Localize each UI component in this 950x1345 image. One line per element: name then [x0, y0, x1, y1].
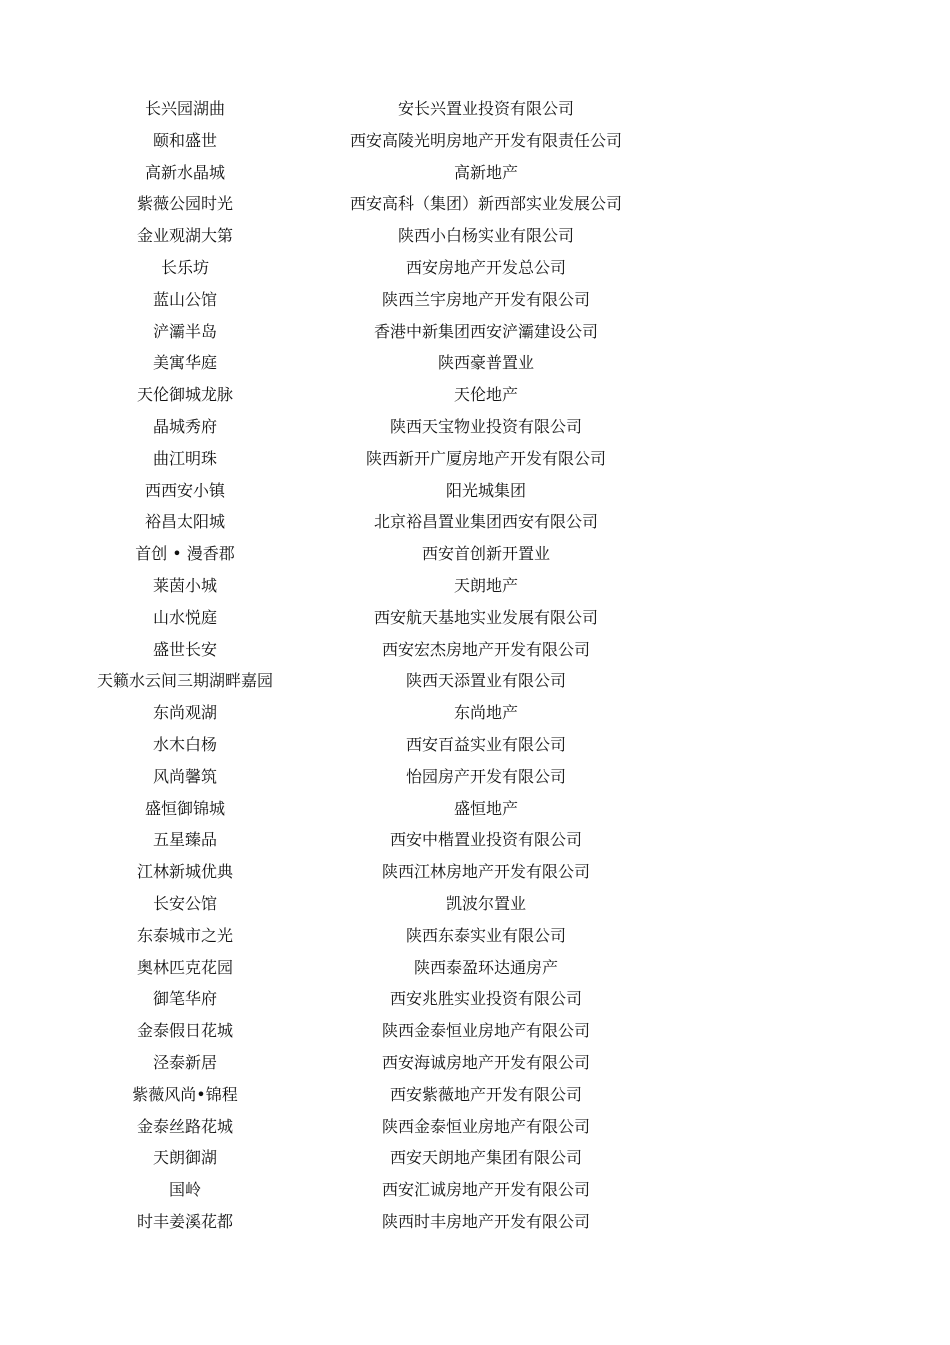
- project-name: 首创 • 漫香郡: [135, 544, 235, 564]
- list-row: [0, 252, 950, 284]
- list-row: [0, 157, 950, 189]
- project-name: 美寓华庭: [152, 353, 217, 373]
- project-name: 莱茵小城: [152, 575, 217, 595]
- developer-name: 陕西时丰房地产开发有限公司: [381, 1211, 590, 1231]
- list-row: [0, 379, 950, 411]
- list-row: [0, 220, 950, 252]
- developer-name: 陕西泰盈环达通房产: [413, 957, 558, 977]
- project-name: 晶城秀府: [152, 416, 217, 436]
- project-name: 天伦御城龙脉: [136, 385, 233, 405]
- list-row: [0, 952, 950, 984]
- project-name: 五星臻品: [152, 830, 217, 850]
- list-row: [0, 634, 950, 666]
- project-name: 颐和盛世: [152, 130, 217, 150]
- list-row: [0, 347, 950, 379]
- developer-name: 西安紫薇地产开发有限公司: [389, 1084, 582, 1104]
- developer-name: 西安百益实业有限公司: [405, 734, 566, 754]
- developer-name: 西安航天基地实业发展有限公司: [373, 607, 598, 627]
- developer-name: 陕西金泰恒业房地产有限公司: [381, 1116, 590, 1136]
- list-row: [0, 1015, 950, 1047]
- list-row: [0, 1079, 950, 1111]
- list-row: [0, 888, 950, 920]
- list-row: [0, 1142, 950, 1174]
- project-name: 西西安小镇: [144, 480, 225, 500]
- project-name: 浐灞半岛: [152, 321, 217, 341]
- project-name: 高新水晶城: [144, 162, 225, 182]
- project-name: 曲江明珠: [152, 448, 217, 468]
- project-name: 风尚馨筑: [152, 766, 217, 786]
- list-row: [0, 188, 950, 220]
- list-row: [0, 411, 950, 443]
- list-row: [0, 697, 950, 729]
- project-name: 奥林匹克花园: [136, 957, 233, 977]
- list-row: [0, 1111, 950, 1143]
- list-row: [0, 1047, 950, 1079]
- project-name: 天朗御湖: [152, 1148, 217, 1168]
- project-name: 国岭: [168, 1180, 201, 1200]
- developer-name: 天朗地产: [453, 575, 518, 595]
- list-row: [0, 506, 950, 538]
- developer-name: 西安宏杰房地产开发有限公司: [381, 639, 590, 659]
- developer-name: 陕西天添置业有限公司: [405, 671, 566, 691]
- list-row: [0, 316, 950, 348]
- project-name: 长乐坊: [160, 257, 209, 277]
- list-row: [0, 1206, 950, 1238]
- list-row: [0, 761, 950, 793]
- developer-name: 天伦地产: [453, 385, 518, 405]
- list-row: [0, 665, 950, 697]
- project-name: 金业观湖大第: [136, 226, 233, 246]
- project-name: 水木白杨: [152, 734, 217, 754]
- list-row: [0, 602, 950, 634]
- project-name: 盛世长安: [152, 639, 217, 659]
- list-row: [0, 920, 950, 952]
- developer-name: 凯波尔置业: [445, 893, 526, 913]
- developer-name: 西安汇诚房地产开发有限公司: [381, 1180, 590, 1200]
- developer-name: 西安中楷置业投资有限公司: [389, 830, 582, 850]
- list-row: [0, 475, 950, 507]
- project-name: 盛恒御锦城: [144, 798, 225, 818]
- list-row: [0, 570, 950, 602]
- developer-name: 陕西新开广厦房地产开发有限公司: [365, 448, 606, 468]
- list-row: [0, 284, 950, 316]
- project-name: 紫薇公园时光: [136, 194, 233, 214]
- project-name: 山水悦庭: [152, 607, 217, 627]
- developer-name: 西安天朗地产集团有限公司: [389, 1148, 582, 1168]
- list-row: [0, 983, 950, 1015]
- list-row: [0, 824, 950, 856]
- list-row: [0, 93, 950, 125]
- developer-name: 盛恒地产: [453, 798, 518, 818]
- developer-name: 西安高科（集团）新西部实业发展公司: [349, 194, 622, 214]
- project-name: 裕昌太阳城: [144, 512, 225, 532]
- project-name: 东尚观湖: [152, 703, 217, 723]
- list-row: [0, 729, 950, 761]
- developer-name: 西安首创新开置业: [421, 544, 550, 564]
- project-name: 东泰城市之光: [136, 925, 233, 945]
- list-row: [0, 125, 950, 157]
- project-name: 御笔华府: [152, 989, 217, 1009]
- project-name: 天籁水云间三期湖畔嘉园: [96, 671, 273, 691]
- project-name: 长兴园湖曲: [144, 99, 225, 118]
- developer-name: 陕西东泰实业有限公司: [405, 925, 566, 945]
- list-row: [0, 793, 950, 825]
- project-name: 泾泰新居: [152, 1052, 217, 1072]
- developer-name: 怡园房产开发有限公司: [405, 766, 566, 786]
- developer-name: 西安兆胜实业投资有限公司: [389, 989, 582, 1009]
- developer-name: 北京裕昌置业集团西安有限公司: [373, 512, 598, 532]
- developer-name: 陕西豪普置业: [437, 353, 534, 373]
- list-row: [0, 1174, 950, 1206]
- developer-name: 高新地产: [453, 162, 518, 182]
- developer-name: 陕西天宝物业投资有限公司: [389, 416, 582, 436]
- developer-name: 香港中新集团西安浐灞建设公司: [373, 321, 598, 341]
- project-name: 紫薇风尚•锦程: [132, 1084, 238, 1104]
- developer-name: 陕西小白杨实业有限公司: [397, 226, 574, 246]
- developer-name: 陕西兰宇房地产开发有限公司: [381, 289, 590, 309]
- project-name: 蓝山公馆: [152, 289, 217, 309]
- list-row: [0, 856, 950, 888]
- developer-name: 西安海诚房地产开发有限公司: [381, 1052, 590, 1072]
- list-row: [0, 538, 950, 570]
- project-name: 江林新城优典: [136, 862, 233, 882]
- developer-name: 西安高陵光明房地产开发有限责任公司: [349, 130, 622, 150]
- project-developer-list: [0, 93, 950, 1238]
- list-row: [0, 443, 950, 475]
- developer-name: 陕西金泰恒业房地产有限公司: [381, 1021, 590, 1041]
- developer-name: 安长兴置业投资有限公司: [397, 99, 574, 118]
- project-name: 金泰假日花城: [136, 1021, 233, 1041]
- project-name: 金泰丝路花城: [136, 1116, 233, 1136]
- project-name: 长安公馆: [152, 893, 217, 913]
- developer-name: 西安房地产开发总公司: [405, 257, 566, 277]
- developer-name: 阳光城集团: [445, 480, 526, 500]
- developer-name: 东尚地产: [453, 703, 518, 723]
- project-name: 时丰姜溪花都: [136, 1211, 233, 1231]
- developer-name: 陕西江林房地产开发有限公司: [381, 862, 590, 882]
